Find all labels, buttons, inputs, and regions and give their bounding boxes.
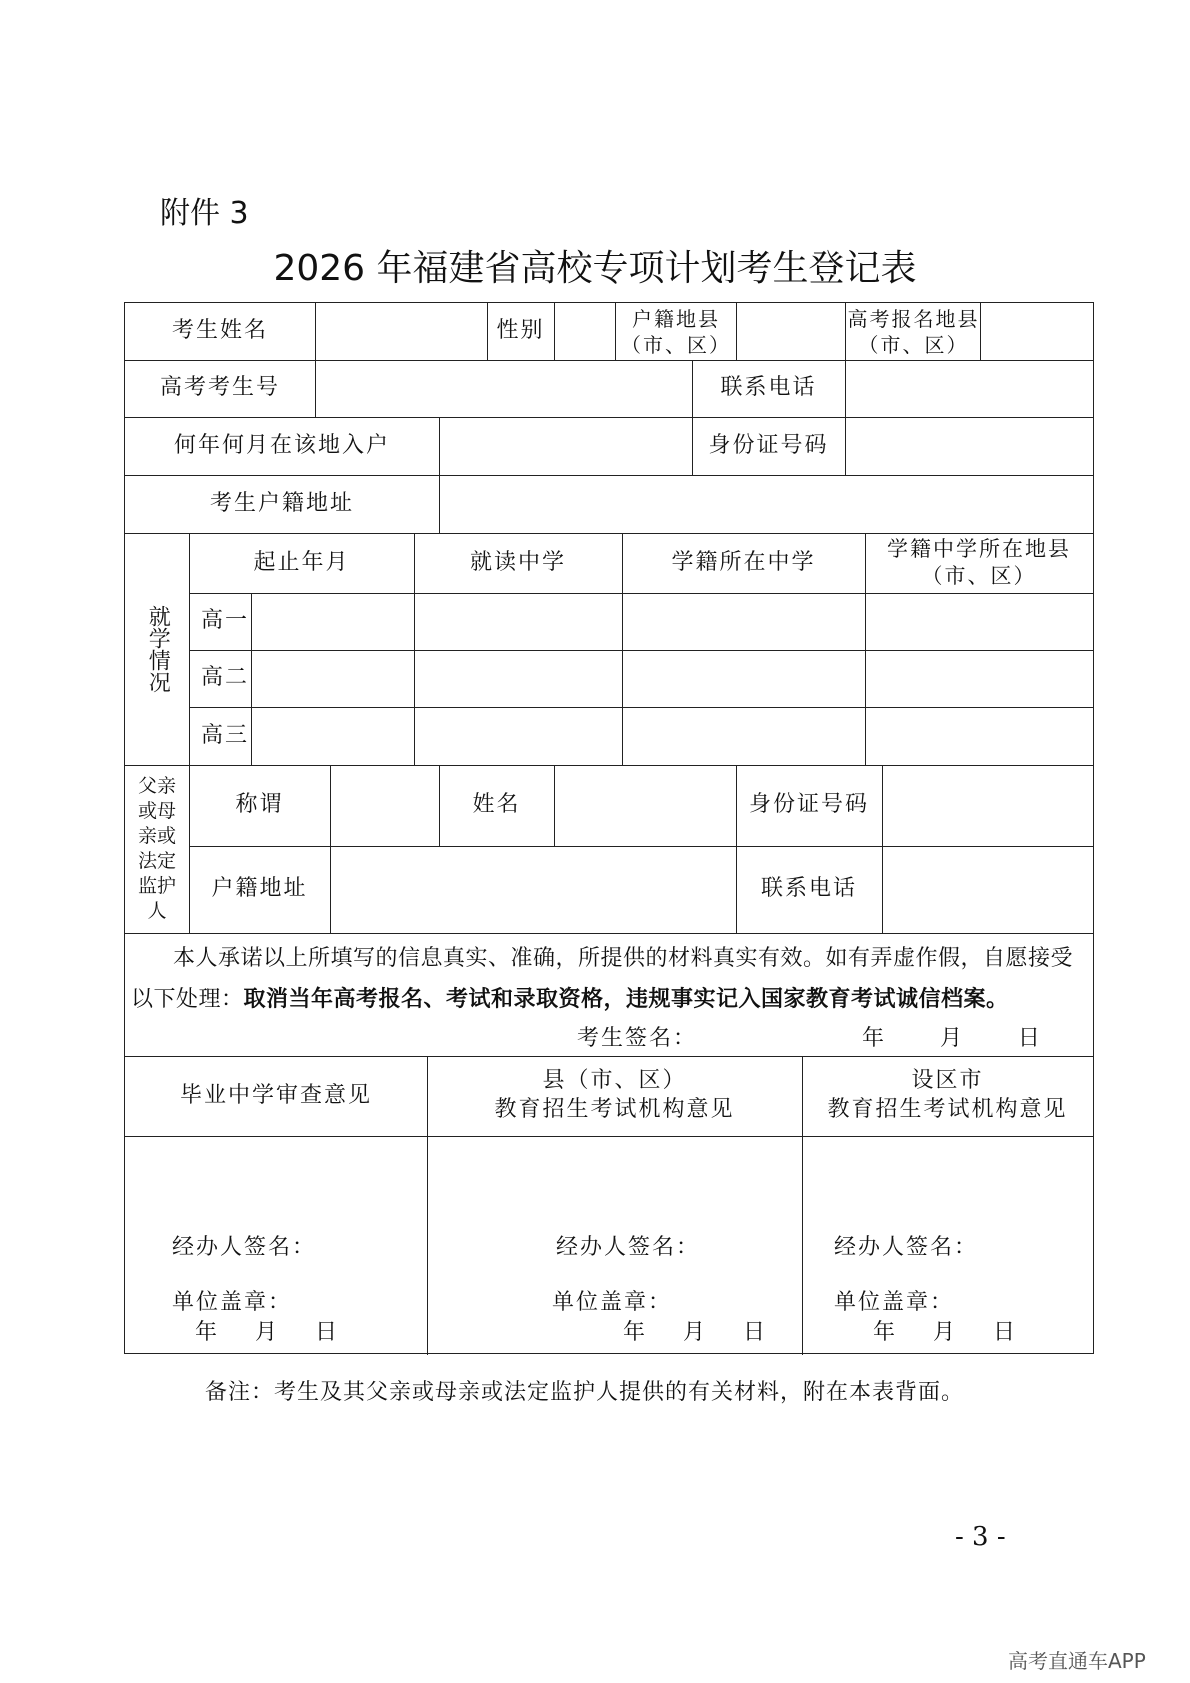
guardian-phone-label: 联系电话 <box>760 876 857 902</box>
county-opinion-header <box>427 1056 802 1136</box>
guardian-phone-input[interactable] <box>882 846 1093 933</box>
watermark: 高考直通车APP <box>1008 1649 1146 1673</box>
city-seal-label: 单位盖章： <box>834 1290 955 1315</box>
grade-row-label: 高二 <box>201 665 250 691</box>
guardian-section-text: 父亲或母亲或法定监护人 <box>137 775 176 922</box>
registered-date-label: 何年何月在该地入户 <box>173 432 390 458</box>
col-divider <box>615 303 616 360</box>
phone-label: 联系电话 <box>720 375 817 401</box>
student-signature-date: 年 月 日 <box>862 1026 1042 1051</box>
relation-label: 称谓 <box>235 792 284 818</box>
exam-number-label: 高考考生号 <box>159 375 280 401</box>
page-number: - 3 - <box>955 1522 1006 1552</box>
study-section-text: 就学情况 <box>145 605 171 693</box>
county-opinion-line2: 教育招生考试机构意见 <box>494 1097 735 1122</box>
col-divider <box>865 533 866 765</box>
city-opinion-header <box>802 1056 1093 1136</box>
row-divider <box>189 593 1093 594</box>
study-section-label <box>125 533 189 765</box>
registration-form <box>124 302 1094 1354</box>
school-opinion-header: 毕业中学审查意见 <box>179 1082 372 1108</box>
county-date: 年 月 日 <box>623 1320 767 1345</box>
hukou-county-input[interactable] <box>736 303 845 360</box>
col-record-school-header: 学籍所在中学 <box>671 549 816 575</box>
col-period-header: 起止年月 <box>253 549 350 575</box>
city-date: 年 月 日 <box>873 1320 1017 1345</box>
relation-input[interactable] <box>330 765 439 846</box>
form-title: 2026 年福建省高校专项计划考生登记表 <box>273 248 917 289</box>
col-divider <box>251 593 252 765</box>
grade-row-label: 高三 <box>201 722 250 748</box>
guardian-section-label <box>125 765 189 933</box>
name-input[interactable] <box>315 303 487 360</box>
city-opinion-line1: 设区市 <box>911 1068 984 1094</box>
attachment-label: 附件 3 <box>160 196 249 231</box>
school-date: 年 月 日 <box>195 1320 339 1345</box>
guardian-name-label: 姓名 <box>472 792 521 818</box>
footnote: 备注：考生及其父亲或母亲或法定监护人提供的有关材料，附在本表背面。 <box>205 1380 965 1405</box>
exam-county-input[interactable] <box>980 303 1093 360</box>
gender-label: 性别 <box>496 318 545 344</box>
hukou-county-label: 户籍地县（市、区） <box>621 306 731 357</box>
id-input[interactable] <box>845 417 1093 475</box>
guardian-name-input[interactable] <box>554 765 736 846</box>
guardian-id-label: 身份证号码 <box>748 792 869 818</box>
row-divider <box>189 707 1093 708</box>
row-divider <box>125 1136 1093 1137</box>
city-opinion-line2: 教育招生考试机构意见 <box>827 1097 1068 1122</box>
student-signature-label: 考生签名： <box>577 1026 698 1051</box>
address-label: 考生户籍地址 <box>209 490 354 516</box>
exam-county-label: 高考报名地县（市、区） <box>847 306 980 357</box>
gender-input[interactable] <box>554 303 615 360</box>
registered-date-input[interactable] <box>439 417 692 475</box>
county-seal-label: 单位盖章： <box>552 1290 673 1315</box>
school-handler-label: 经办人签名： <box>172 1235 317 1260</box>
col-school-header: 就读中学 <box>469 549 566 575</box>
pledge-penalty: 取消当年高考报名、考试和录取资格，违规事实记入国家教育考试诚信档案。 <box>243 986 1009 1012</box>
exam-number-input[interactable] <box>315 360 692 417</box>
guardian-address-label: 户籍地址 <box>211 876 308 902</box>
pledge-paragraph <box>131 939 1089 1020</box>
row-divider <box>125 933 1093 934</box>
grade-row-label: 高一 <box>201 608 250 634</box>
name-label: 考生姓名 <box>171 318 268 344</box>
city-handler-label: 经办人签名： <box>834 1235 979 1260</box>
guardian-id-input[interactable] <box>882 765 1093 846</box>
id-label: 身份证号码 <box>708 432 829 458</box>
guardian-address-input[interactable] <box>330 846 736 933</box>
county-handler-label: 经办人签名： <box>556 1235 701 1260</box>
col-record-county-header: 学籍中学所在地县（市、区） <box>887 536 1071 588</box>
phone-input[interactable] <box>845 360 1093 417</box>
address-input[interactable] <box>439 475 1093 533</box>
row-divider <box>189 650 1093 651</box>
county-opinion-line1: 县（市、区） <box>542 1068 687 1094</box>
pledge-text: 本人承诺以上所填写的信息真实、准确，所提供的材料真实有效。如有弄虚作假，自愿接受以下处理： <box>131 946 1074 1012</box>
school-seal-label: 单位盖章： <box>172 1290 293 1315</box>
